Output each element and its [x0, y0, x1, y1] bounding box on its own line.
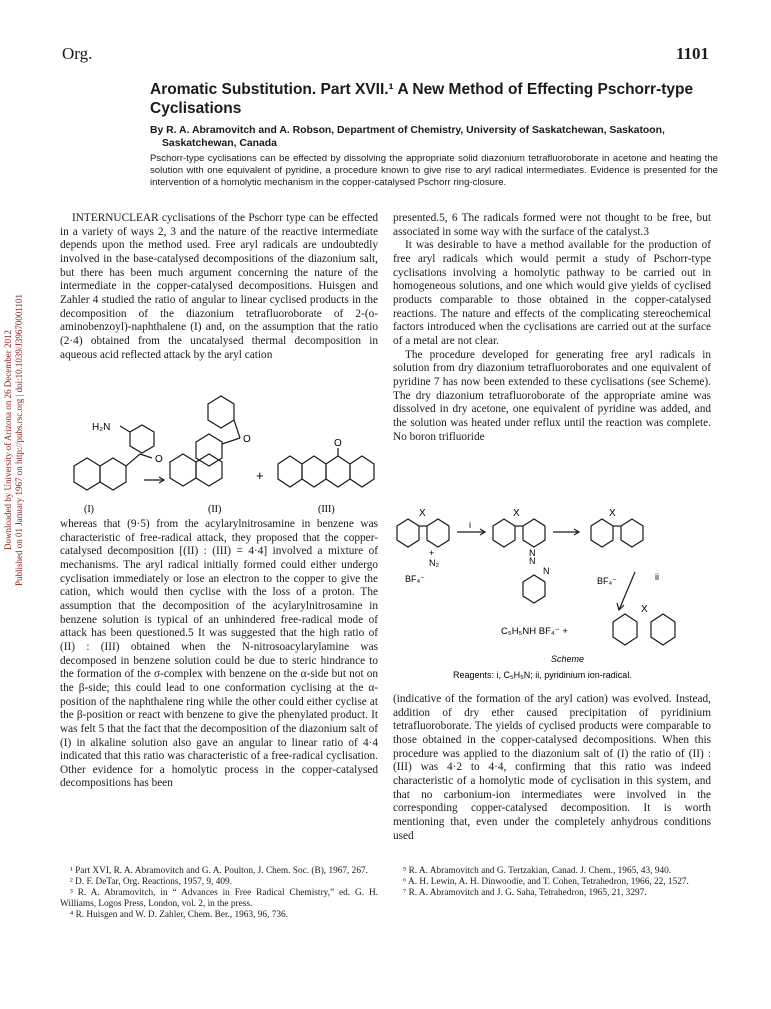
structures-figure [60, 392, 380, 517]
hex-ring [493, 519, 515, 547]
substituent-label: X [513, 508, 520, 519]
download-sidebar [0, 250, 26, 630]
abstract: Pschorr-type cyclisations can be effected by dissolving the appropriate solid diazonium tetrafluoroborate in acetone and heating the solution with one equivalent of pyridine, a procedure known to give rise to aryl radical intermediates. Evidence is presented for the intervention of a homolytic mechanism in the copper-catalysed Pschorr ring-closure. [150, 153, 718, 189]
carbonyl-label: O [155, 454, 163, 465]
footnote: ⁴ R. Huisgen and W. D. Zahler, Chem. Ber., 1963, 96, 736. [70, 910, 288, 920]
body-paragraph: whereas that (9·5) from the acylarylnitrosamine in benzene was characteristic of free-radical attack, they proposed that the copper-catalysed decomposition [(II) : (III) = 4·4] involved a mixture of mechanisms. The aryl radical initially formed could either undergo cyclisation immediately or lose an electron to the copper to give the cation, which would then cyclise with the loss of a proton. The assumption that the decomposition of the acylarylnitrosamine in benzene solution is typical of an unhindered free-radical mode of attack has been questioned.5 It was suggested that the high ratio of (II) : (III) obtained when the N-nitrosoacylarylamine was decomposed in benzene solution could be due to steric hindrance to the formation of the σ-complex with benzene on the α-side but not on the β-side; this could lead to one conformation cyclising at the α-position of the naphthalene ring while the other could either cyclise at the β-position or react with benzene to give the phenylated product. It was felt 5 that the fact that the decomposition of the diazonium salt of (I) in alkaline solution also gave an angular to linear ratio of 4·4 indicated that this ratio was characteristic of a free-radical cyclisation. Other evidence for a homolytic process in the copper-catalysed decompositions has been [60, 518, 378, 790]
substituent-label: X [419, 508, 426, 519]
hex-ring [278, 456, 302, 487]
nitrogen-label: N [543, 566, 550, 576]
hex-ring [196, 454, 222, 486]
body-paragraph: The procedure developed for generating free aryl radicals in solution from dry diazonium tetrafluoroborates and one equivalent of pyridine 7 has now been extended to these cyclisations (see Scheme). The dry diazonium tetrafluoroborate of the appropriate amine was dissolved in dry acetone, one equivalent of pyridine was added, and the solution was heated under reflux until the reaction was complete. No boron trifluoride [393, 348, 711, 443]
footnote: ⁷ R. A. Abramovitch and J. G. Saha, Tetrahedron, 1965, 21, 3297. [403, 888, 647, 898]
pyridinium-product-label: C₅H₅NH BF₄⁻ + [501, 626, 568, 637]
footnote: ² D. F. DeTar, Org. Reactions, 1957, 9, 409. [70, 877, 232, 887]
body-paragraph: (indicative of the formation of the aryl cation) was evolved. Instead, addition of dry ether caused precipitation of pyridinium tetrafluoroborate. The yields of cyclised products were comparable to those obtained in the copper-catalysed decompositions. When this procedure was applied to the diazonium salt of (I) the ratio of (II) : (III) was 4·2 to 4·4, confirming that this ratio was indeed characteristic of a homolytic mode of cyclisation in this system, and that no carbonium-ion intermediates were involved in the corresponding copper-catalysed decomposition. It is worth mentioning that, even under the completely anhydrous conditions used [393, 693, 711, 842]
hex-ring [196, 434, 222, 466]
right-column-top [393, 212, 711, 444]
reaction-scheme [393, 502, 713, 692]
body-paragraph: INTERNUCLEAR cyclisations of the Pschorr type can be effected in a variety of ways 2, 3 and the nature of the reactive intermediate depends upon the method used. Free aryl radicals are undoubtedly involved in the base-catalysed decompositions of the diazonium salt, but there has been much argument concerning the nature of the intermediate in the copper-catalysed decompositions. Huisgen and Zahler 4 studied the ratio of angular to linear cyclised products in the decomposition of the diazonium tetrafluoroborate of 2-(o-aminobenzoyl)-naphthalene (I) and, on the assumption that the ratio (2·4) obtained from the uncatalysed thermal decomposition in aqueous acid reflected attack by the aryl cation [60, 212, 378, 361]
hex-ring [523, 519, 545, 547]
hex-ring [74, 458, 100, 490]
footnote: ³ R. A. Abramovitch, in “ Advances in Free Radical Chemistry,” ed. G. H. Williams, Logos Press, London, vol. 2, in the press. [60, 888, 378, 909]
hex-ring [350, 456, 374, 487]
plus-sign: + [256, 468, 264, 483]
author-line-2: Saskatchewan, Canada [162, 138, 277, 149]
journal-name: Org. [62, 44, 93, 63]
counterion-label: BF₄⁻ [405, 574, 425, 584]
substituent-label: X [641, 604, 648, 615]
body-paragraph: It was desirable to have a method available for the production of free aryl radicals which would permit a study of Pschorr-type cyclisations involving a homolytic pathway to be carried out in homogeneous solutions, and one which would give yields of cyclised products comparable to those obtained in the copper-catalysed reactions. The nature and effects of the complicating stereochemical factors introduced when the cyclisations are carried out at the surface of a metal are not clear. [393, 239, 711, 347]
counterion-label: BF₄⁻ [597, 576, 617, 586]
sidebar-download-line[interactable]: Downloaded by University of Arizona on 26 December 2012 [3, 330, 13, 550]
charge-label: + [429, 548, 435, 558]
footnote: ⁵ R. A. Abramovitch and G. Tertzakian, Canad. J. Chem., 1965, 43, 940. [403, 866, 672, 876]
footnote: ⁶ A. H. Lewin, A. H. Dinwoodie, and T. Cohen, Tetrahedron, 1966, 22, 1527. [403, 877, 689, 887]
hex-ring [397, 519, 419, 547]
sidebar-published-line[interactable]: Published on 01 January 1967 on http://pubs.rsc.org | doi:10.1039/J39670001101 [14, 293, 24, 587]
left-column-top [60, 212, 378, 362]
hex-ring [651, 614, 675, 645]
compound-label: (I) [84, 504, 94, 515]
footnotes-right [393, 866, 711, 899]
hex-ring [170, 454, 196, 486]
step-label: i [469, 520, 471, 530]
author-block [150, 124, 720, 150]
scheme-reagents: Reagents: i, C₅H₅N; ii, pyridinium ion-radical. [453, 670, 632, 680]
hex-ring [302, 456, 326, 487]
step-label: ii [655, 572, 659, 582]
author-line-1: By R. A. Abramovitch and A. Robson, Department of Chemistry, University of Saskatchewan, Saskatoon, [150, 125, 665, 136]
compound-label: (II) [208, 504, 222, 515]
hex-ring [130, 425, 154, 453]
hex-ring [621, 519, 643, 547]
hex-ring [613, 614, 637, 645]
page-number: 1101 [675, 44, 709, 63]
footnotes-left [60, 866, 378, 921]
hex-ring [208, 396, 234, 428]
nitrogen-label: N [529, 556, 536, 566]
hex-ring [326, 456, 350, 487]
compound-label: (III) [318, 504, 335, 515]
carbonyl-label: O [334, 438, 342, 449]
right-column-bottom [393, 693, 711, 843]
body-paragraph: presented.5, 6 The radicals formed were not thought to be free, but associated in some way with the surface of the catalyst.3 [393, 212, 711, 238]
scheme-caption: Scheme [551, 654, 585, 664]
hex-ring [100, 458, 126, 490]
hex-ring [427, 519, 449, 547]
carbonyl-label: O [243, 434, 251, 445]
left-column-bottom [60, 518, 378, 791]
diazonium-label: N₂ [429, 558, 439, 568]
hex-ring [523, 575, 545, 603]
amine-label: H₂N [92, 422, 111, 433]
article-title: Aromatic Substitution. Part XVII.¹ A New Method of Effecting Pschorr-type Cyclisations [150, 81, 694, 117]
nitrogen-label: N [529, 548, 536, 558]
footnote: ¹ Part XVI, R. A. Abramovitch and G. A. Poulton, J. Chem. Soc. (B), 1967, 267. [70, 866, 368, 876]
substituent-label: X [609, 508, 616, 519]
hex-ring [591, 519, 613, 547]
